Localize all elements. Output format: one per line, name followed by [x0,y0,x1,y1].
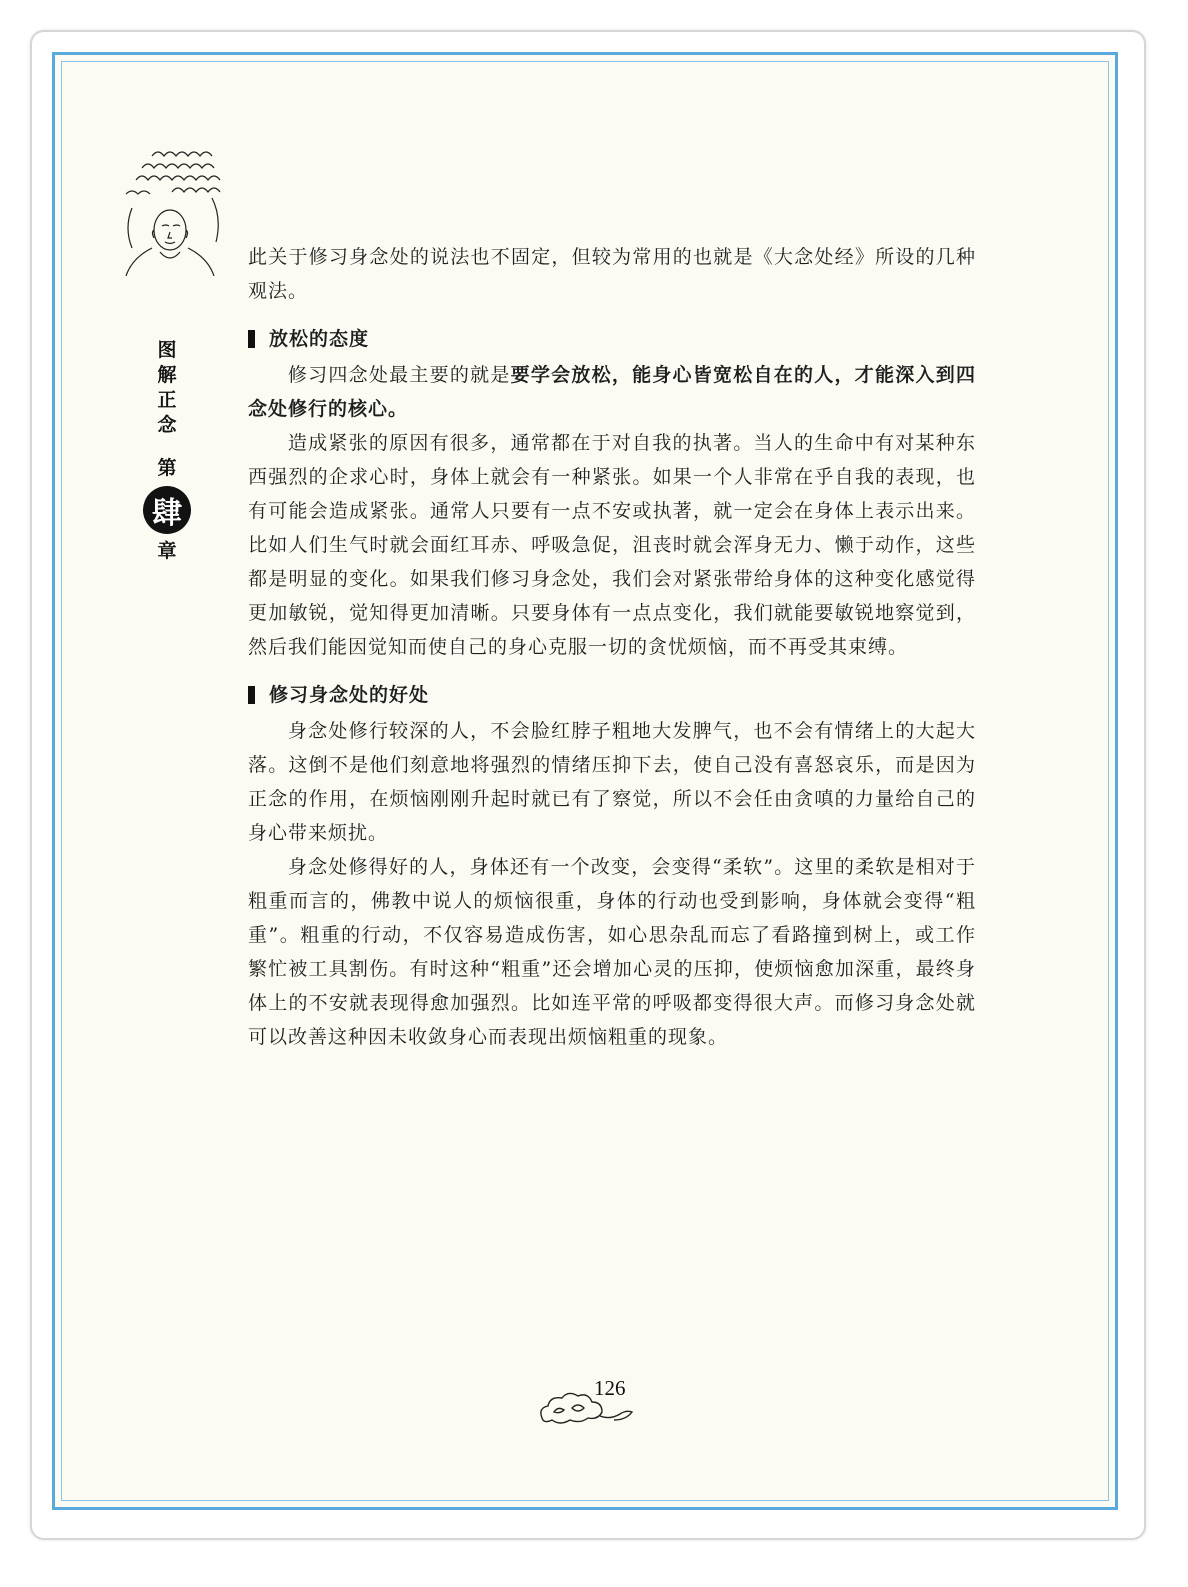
book-title-char: 念 [157,414,177,436]
paragraph-relax-key [248,358,976,426]
monk-illustration [112,138,240,276]
section-heading-relax [248,322,976,356]
page-number: 126 [594,1376,626,1400]
chapter-prefix: 第 [157,457,177,479]
book-title-char: 正 [157,389,177,411]
paragraph-lead: 修习四念处最主要的就是 [287,364,511,386]
paragraph-emotions: 身念处修行较深的人，不会脸红脖子粗地大发脾气，也不会有情绪上的大起大落。这倒不是他们刻意地将强烈的情绪压抑下去，使自己没有喜怒哀乐，而是因为正念的作用，在烦恼刚刚升起时就已有了察觉，所以不会任由贪嗔的力量给自己的身心带来烦扰。 [248,720,976,844]
emphasis-text: 要学会放松，能身心皆宽松自在的人，才能深入到四念处修行的核心。 [248,364,976,420]
heading-bar-icon [248,686,255,704]
section-heading-text: 放松的态度 [269,328,370,350]
intro-paragraph: 此关于修习身念处的说法也不固定，但较为常用的也就是《大念处经》所设的几种观法。 [248,246,976,302]
page-body [248,240,976,1054]
book-title-char: 图 [157,339,177,361]
section-heading-benefits [248,678,976,712]
paragraph-softness: 身念处修得好的人，身体还有一个改变，会变得“柔软”。这里的柔软是相对于粗重而言的，佛教中说人的烦恼很重，身体的行动也受到影响，身体就会变得“粗重”。粗重的行动，不仅容易造成伤害，如心思杂乱而忘了看路撞到树上，或工作繁忙被工具割伤。有时这种“粗重”还会增加心灵的压抑，使烦恼愈加深重，最终身体上的不安就表现得愈加强烈。比如连平常的呼吸都变得很大声。而修习身念处就可以改善这种因未收敛身心而表现出烦恼粗重的现象。 [248,856,976,1048]
paragraph-tension-causes: 造成紧张的原因有很多，通常都在于对自我的执著。当人的生命中有对某种东西强烈的企求心时，身体上就会有一种紧张。如果一个人非常在乎自我的表现，也有可能会造成紧张。通常人只要有一点不安或执著，就一定会在身体上表示出来。比如人们生气时就会面红耳赤、呼吸急促，沮丧时就会浑身无力、懒于动作，这些都是明显的变化。如果我们修习身念处，我们会对紧张带给身体的这种变化感觉得更加敏锐，觉知得更加清晰。只要身体有一点点变化，我们就能要敏锐地察觉到，然后我们能因觉知而使自己的身心克服一切的贪忧烦恼，而不再受其束缚。 [248,432,976,658]
page-footer [536,1376,646,1428]
book-title-char: 解 [157,364,177,386]
chapter-suffix: 章 [157,540,177,562]
heading-bar-icon [248,330,255,348]
cloud-ornament-icon [536,1388,636,1426]
section-heading-text: 修习身念处的好处 [269,684,430,706]
vertical-book-title [146,338,188,564]
chapter-number-badge: 肆 [143,486,191,534]
